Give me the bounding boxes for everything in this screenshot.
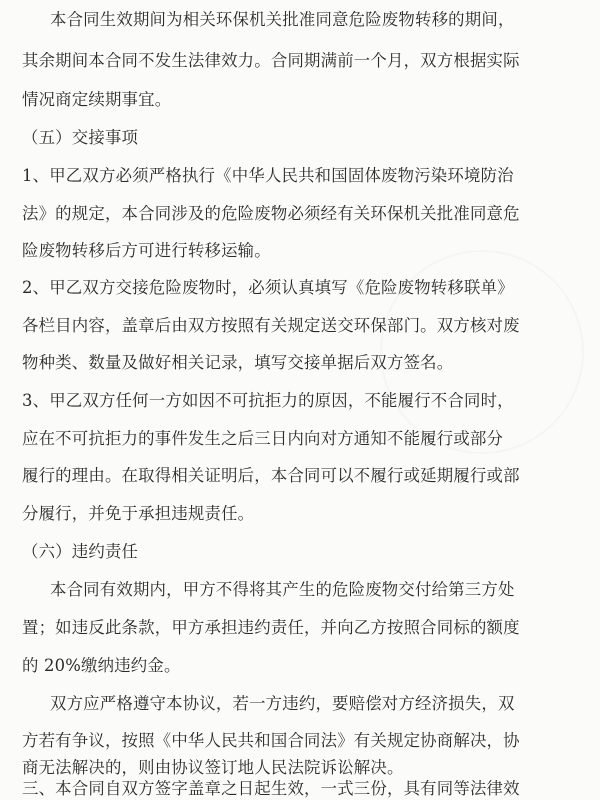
paragraph-line: 物种类、数量及做好相关记录，填写交接单据后双方签名。 bbox=[22, 353, 454, 372]
paragraph-line: 情况商定续期事宜。 bbox=[22, 90, 172, 109]
paragraph-line: 2、甲乙双方交接危险废物时，必须认真填写《危险废物转移联单》 bbox=[22, 278, 514, 297]
paragraph-line: 本合同有效期内，甲方不得将其产生的危险废物交付给第三方处 bbox=[50, 580, 515, 599]
paragraph-line: 分履行，并免于承担违规责任。 bbox=[22, 504, 255, 523]
paragraph-line: 1、甲乙双方必须严格执行《中华人民共和国固体废物污染环境防治 bbox=[22, 166, 514, 185]
paragraph-line: 方若有争议，按照《中华人民共和国合同法》有关规定协商解决，协 bbox=[22, 731, 520, 750]
paragraph-line: 的 20%缴纳违约金。 bbox=[22, 656, 181, 675]
paragraph-line: 商无法解决的，则由协议签订地人民法院诉讼解决。 bbox=[22, 758, 404, 777]
paragraph-line: 各栏目内容，盖章后由双方按照有关规定送交环保部门。双方核对废 bbox=[22, 316, 520, 335]
paragraph-line: 应在不可抗拒力的事件发生之后三日内向对方通知不能履行或部分 bbox=[22, 429, 504, 448]
paragraph-line: 置；如违反此条款，甲方承担违约责任，并向乙方按照合同标的额度 bbox=[22, 618, 520, 637]
section-heading-handover: （五）交接事项 bbox=[22, 128, 139, 147]
paragraph-line: 双方应严格遵守本协议，若一方违约，要赔偿对方经济损失，双 bbox=[50, 694, 515, 713]
section-heading-breach: （六）违约责任 bbox=[22, 542, 139, 561]
paragraph-line: 法》的规定，本合同涉及的危险废物必须经有关环保机关批准同意危 bbox=[22, 204, 520, 223]
paragraph-line: 3、甲乙双方任何一方如因不可抗拒力的原因，不能履行不合同时， bbox=[22, 391, 514, 410]
paragraph-line: 三、本合同自双方签字盖章之日起生效，一式三份，具有同等法律效 bbox=[22, 779, 520, 798]
paragraph-line: 履行的理由。在取得相关证明后，本合同可以不履行或延期履行或部 bbox=[22, 466, 520, 485]
paragraph-line: 险废物转移后方可进行转移运输。 bbox=[22, 241, 271, 260]
paragraph-line: 其余期间本合同不发生法律效力。合同期满前一个月，双方根据实际 bbox=[22, 51, 520, 70]
paragraph-line: 本合同生效期间为相关环保机关批准同意危险废物转移的期间， bbox=[50, 10, 515, 29]
